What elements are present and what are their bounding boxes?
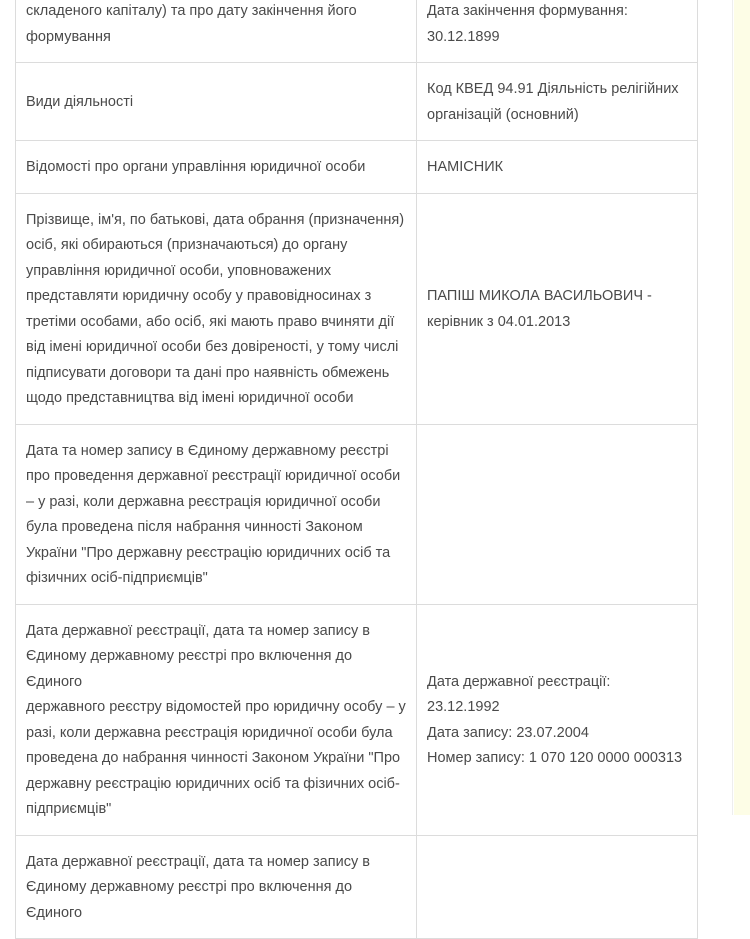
field-label-line: фізичних осіб-підприємців" xyxy=(26,570,208,586)
field-value-cell xyxy=(417,0,698,63)
field-value-line: Код КВЕД 94.91 Діяльність релігійних xyxy=(427,81,679,97)
field-label-line: третіми особами, або осіб, які мають право вчиняти дії xyxy=(26,313,395,330)
field-value-line: НАМІСНИК xyxy=(427,159,504,175)
field-label-cell xyxy=(16,604,417,835)
table-row xyxy=(16,0,698,63)
field-label-line: Єдиному державному реєстрі про включення до Єдиного xyxy=(26,879,353,921)
field-label-cell xyxy=(16,63,417,141)
legal-entity-info-table xyxy=(15,0,698,939)
field-label-cell xyxy=(16,835,417,939)
field-label-line: про проведення державної реєстрації юридичної особи xyxy=(26,468,401,484)
field-label-line: складеного капіталу) та про дату закінчення його xyxy=(26,3,357,19)
table-row xyxy=(16,604,698,835)
table-row xyxy=(16,63,698,141)
field-label-line: представляти юридичну особу у правовідносинах з xyxy=(26,288,372,304)
table-row xyxy=(16,424,698,604)
field-label-line: проведена до набрання чинності Законом України "Про xyxy=(26,750,401,766)
field-label-line: осіб, які обираються (призначаються) до органу xyxy=(26,237,348,253)
field-value-line: Дата закінчення формування: xyxy=(427,3,628,19)
field-value-cell xyxy=(417,63,698,141)
field-value-line: керівник з 04.01.2013 xyxy=(427,313,571,330)
field-label-line: від імені юридичної особи без довіреності, у тому числі xyxy=(26,339,399,355)
page-edge-divider xyxy=(732,0,733,815)
field-value-cell xyxy=(417,193,698,424)
field-label-line: підписувати договори та дані про наявність обмежень xyxy=(26,364,390,381)
field-label-line: державну реєстрацію юридичних осіб та фізичних осіб- xyxy=(26,775,400,792)
field-label-cell xyxy=(16,193,417,424)
field-label-line: управління юридичної особи, уповноважених xyxy=(26,262,332,279)
field-label-line: України "Про державну реєстрацію юридичних осіб та xyxy=(26,544,391,561)
field-label-line: щодо представництва від імені юридичної особи xyxy=(26,390,354,406)
field-label-line: підприємців" xyxy=(26,801,112,817)
field-label-line: Дата державної реєстрації, дата та номер запису в xyxy=(26,622,370,639)
field-label-line: Дата державної реєстрації, дата та номер запису в xyxy=(26,853,370,870)
field-value-line: Номер запису: 1 070 120 0000 000313 xyxy=(427,750,683,766)
field-value-cell xyxy=(417,835,698,939)
table-row xyxy=(16,835,698,939)
field-value-line: Дата державної реєстрації: 23.12.1992 xyxy=(427,673,611,715)
table-row xyxy=(16,141,698,194)
field-label-line: Види діяльності xyxy=(26,93,134,110)
field-value-cell xyxy=(417,141,698,194)
field-label-line: формування xyxy=(26,28,111,45)
field-value-line: Дата запису: 23.07.2004 xyxy=(427,724,589,741)
field-value-line: організацій (основний) xyxy=(427,106,579,123)
field-value-cell xyxy=(417,604,698,835)
field-value-line: 30.12.1899 xyxy=(427,28,500,45)
field-label-cell xyxy=(16,424,417,604)
field-label-line: державного реєстру відомостей про юридичну особу – у xyxy=(26,699,406,715)
field-label-line: разі, коли державна реєстрація юридичної особи була xyxy=(26,724,393,741)
field-label-line: Дата та номер запису в Єдиному державному реєстрі xyxy=(26,442,389,459)
field-label-line: Єдиному державному реєстрі про включення до Єдиного xyxy=(26,648,353,690)
table-row xyxy=(16,193,698,424)
field-label-line: Відомості про органи управління юридичної особи xyxy=(26,159,366,175)
field-value-line: ПАПІШ МИКОЛА ВАСИЛЬОВИЧ - xyxy=(427,288,652,304)
info-table-body xyxy=(16,0,698,939)
field-label-cell xyxy=(16,141,417,194)
field-label-line: була проведена після набрання чинності Законом xyxy=(26,519,363,535)
side-margin-strip xyxy=(734,0,750,815)
field-value-cell xyxy=(417,424,698,604)
field-label-line: – у разі, коли державна реєстрація юридичної особи xyxy=(26,493,381,510)
field-label-cell xyxy=(16,0,417,63)
field-label-line: Прізвище, ім'я, по батькові, дата обрання (призначення) xyxy=(26,211,405,228)
